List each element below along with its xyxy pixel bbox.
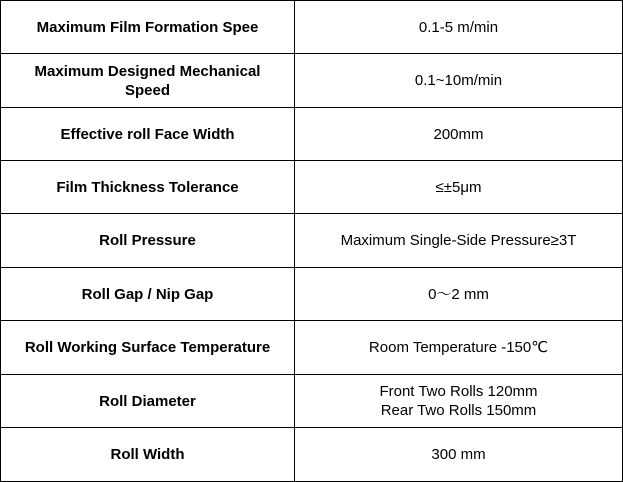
parameter-cell: Roll Working Surface Temperature [1,321,295,375]
value-cell: 200mm [295,108,623,161]
value-cell: 300 mm [295,428,623,482]
parameter-cell: Maximum Film Formation Spee [1,1,295,54]
table-row [1,428,623,482]
value-cell: ≤±5μm [295,161,623,214]
parameter-cell: Roll Gap / Nip Gap [1,268,295,321]
table-row [1,321,623,375]
parameter-cell: Film Thickness Tolerance [1,161,295,214]
table-row [1,161,623,214]
value-cell: Maximum Single-Side Pressure≥3T [295,214,623,268]
table-row [1,214,623,268]
value-cell: 0.1~10m/min [295,54,623,108]
value-cell: Room Temperature -150℃ [295,321,623,375]
parameter-cell: Effective roll Face Width [1,108,295,161]
table-row [1,268,623,321]
table-row [1,108,623,161]
table-row [1,1,623,54]
parameter-cell: Roll Diameter [1,375,295,428]
value-cell: 0～2 mm [295,268,623,321]
table-row [1,54,623,108]
parameter-cell: Roll Width [1,428,295,482]
value-cell: 0.1-5 m/min [295,1,623,54]
table-row [1,375,623,428]
parameter-cell: Maximum Designed Mechanical Speed [1,54,295,108]
value-cell: Front Two Rolls 120mm Rear Two Rolls 150mm [295,375,623,428]
parameter-cell: Roll Pressure [1,214,295,268]
